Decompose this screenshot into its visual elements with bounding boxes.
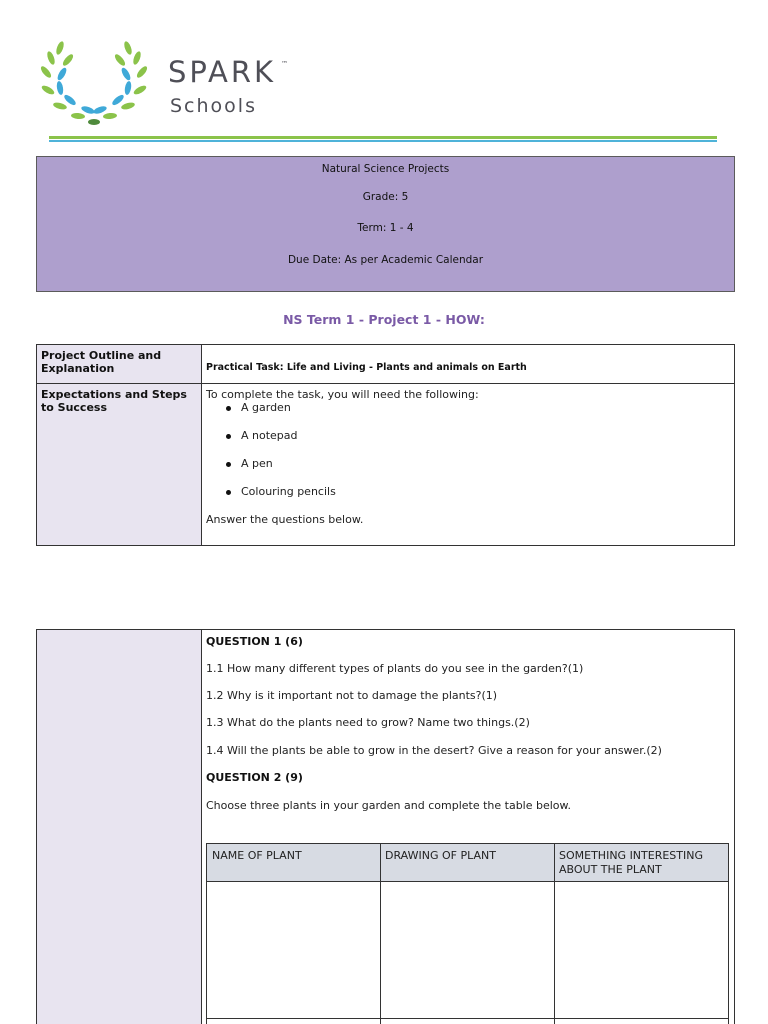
subject-title: Natural Science Projects bbox=[321, 163, 450, 175]
list-item: A garden bbox=[226, 401, 336, 429]
laurel-wreath-icon bbox=[38, 40, 158, 132]
bullet-icon bbox=[226, 462, 231, 467]
question-2-instruction: Choose three plants in your garden and complete the table below. bbox=[206, 799, 572, 812]
column-header-name: NAME OF PLANT bbox=[212, 849, 302, 862]
row-divider bbox=[37, 383, 734, 384]
question-1-2: 1.2 Why is it important not to damage the plants?(1) bbox=[206, 689, 498, 702]
divider-green bbox=[49, 136, 717, 139]
column-divider bbox=[380, 844, 381, 1024]
outline-label: Project Outline and Explanation bbox=[41, 349, 162, 375]
question-1-1: 1.1 How many different types of plants do you see in the garden?(1) bbox=[206, 662, 584, 675]
label-column bbox=[37, 345, 202, 545]
label-column bbox=[37, 630, 202, 1024]
row-divider bbox=[207, 1018, 728, 1019]
list-item: A notepad bbox=[226, 429, 336, 457]
bullet-icon bbox=[226, 434, 231, 439]
bullet-icon bbox=[226, 490, 231, 495]
divider-blue bbox=[49, 140, 717, 142]
column-header-interesting: SOMETHING INTERESTING ABOUT THE PLANT bbox=[559, 849, 703, 876]
question-1-3: 1.3 What do the plants need to grow? Name two things.(2) bbox=[206, 716, 530, 729]
question-1-4: 1.4 Will the plants be able to grow in the desert? Give a reason for your answer.(2) bbox=[206, 744, 662, 757]
project-outline-table bbox=[36, 344, 735, 546]
brand-subtitle: Schools bbox=[170, 95, 257, 117]
outline-value: Practical Task: Life and Living - Plants and animals on Earth bbox=[206, 362, 527, 373]
column-header-drawing: DRAWING OF PLANT bbox=[385, 849, 496, 862]
question-2-title: QUESTION 2 (9) bbox=[206, 771, 303, 784]
column-divider bbox=[554, 844, 555, 1024]
trademark-mark: ™ bbox=[281, 60, 288, 68]
answer-instruction: Answer the questions below. bbox=[206, 513, 364, 526]
questions-table bbox=[36, 629, 735, 1024]
expectations-label: Expectations and Steps to Success bbox=[41, 388, 187, 414]
due-date-line: Due Date: As per Academic Calendar bbox=[287, 254, 484, 266]
list-item: A pen bbox=[226, 457, 336, 485]
spark-schools-logo bbox=[38, 40, 298, 130]
grade-line: Grade: 5 bbox=[362, 191, 409, 203]
requirements-intro: To complete the task, you will need the following: bbox=[206, 388, 479, 401]
requirements-list bbox=[226, 401, 336, 513]
project-heading: NS Term 1 - Project 1 - HOW: bbox=[283, 312, 485, 327]
plant-table bbox=[206, 843, 729, 1024]
brand-name: SPARK bbox=[168, 55, 277, 89]
term-line: Term: 1 - 4 bbox=[357, 222, 414, 234]
project-header-box bbox=[36, 156, 735, 292]
bullet-icon bbox=[226, 406, 231, 411]
list-item: Colouring pencils bbox=[226, 485, 336, 513]
question-1-title: QUESTION 1 (6) bbox=[206, 635, 303, 648]
